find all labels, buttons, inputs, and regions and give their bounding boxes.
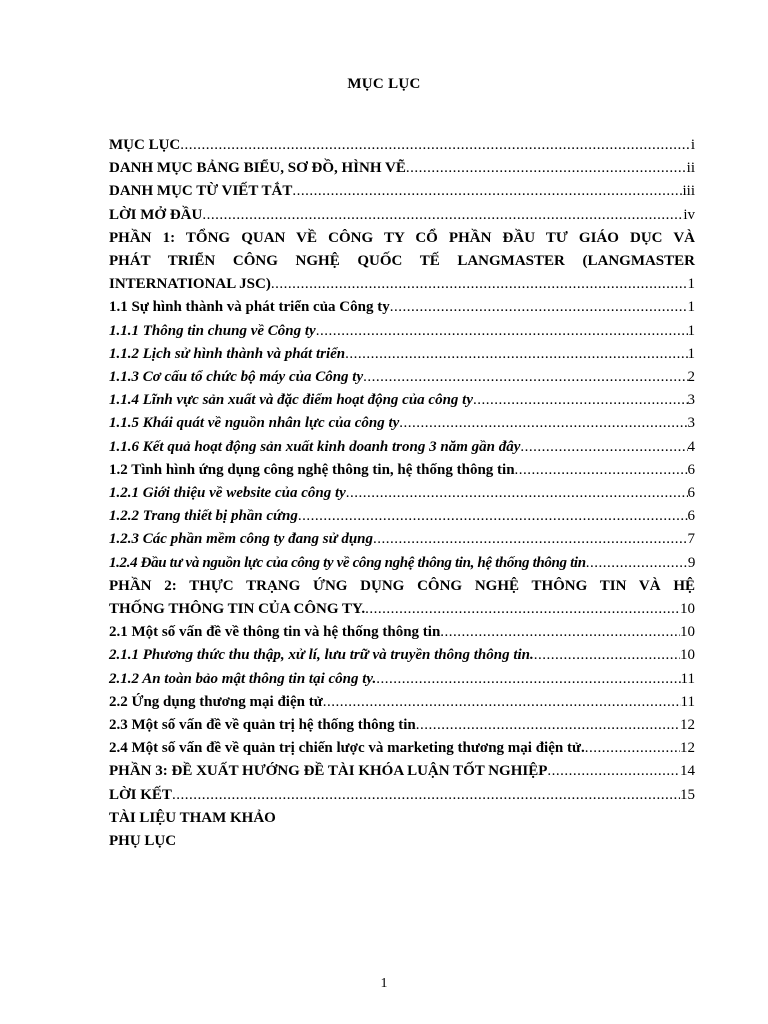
toc-entry[interactable]: TÀI LIỆU THAM KHẢO <box>109 809 276 826</box>
toc-page: 15 <box>680 786 695 803</box>
toc-entry[interactable] <box>109 528 695 551</box>
toc-page: 12 <box>680 717 695 734</box>
toc-label: 1.1.1 Thông tin chung về Công ty <box>109 322 316 339</box>
toc-page: i <box>690 137 695 153</box>
toc-entry[interactable] <box>109 505 695 528</box>
toc-entry[interactable] <box>109 691 695 714</box>
toc-entry[interactable] <box>109 714 695 737</box>
toc-entry[interactable] <box>109 204 695 227</box>
toc-entry[interactable] <box>109 784 695 807</box>
toc-label: 1.1.5 Khái quát về nguồn nhân lực của công ty <box>109 415 400 432</box>
toc-label: 1.1.2 Lịch sử hình thành và phát triển <box>109 345 346 362</box>
toc-page: iv <box>683 206 695 223</box>
toc-leader <box>373 528 687 551</box>
toc-label: DANH MỤC TỪ VIẾT TẮT <box>109 183 293 200</box>
toc-label: 2.1 Một số vấn đề về thông tin và hệ thống thông tin <box>109 624 441 641</box>
toc-page: 1 <box>687 345 695 362</box>
toc-page: 7 <box>687 531 695 548</box>
toc-entry[interactable] <box>109 552 695 575</box>
toc-leader <box>416 714 680 737</box>
toc-leader <box>399 412 687 435</box>
toc-label: INTERNATIONAL JSC) <box>109 276 271 293</box>
toc-page: 6 <box>687 485 695 502</box>
toc-entry[interactable] <box>109 389 695 412</box>
toc-leader <box>406 157 687 180</box>
toc-heading-line: PHÁT TRIỂN CÔNG NGHỆ QUỐC TẾ LANGMASTER (LANGMASTER <box>109 253 695 270</box>
toc-heading-line: PHẦN 2: THỰC TRẠNG ỨNG DỤNG CÔNG NGHỆ THÔNG TIN VÀ HỆ <box>109 577 695 594</box>
toc-page: 2 <box>687 369 695 386</box>
toc-entry[interactable] <box>109 273 695 296</box>
toc-page: 12 <box>680 740 695 757</box>
table-of-contents <box>109 134 695 853</box>
toc-label: 1.1.6 Kết quả hoạt động sản xuất kinh doanh trong 3 năm gần đây <box>109 438 521 455</box>
toc-heading-line: PHẦN 1: TỔNG QUAN VỀ CÔNG TY CỔ PHẦN ĐẦU TƯ GIÁO DỤC VÀ <box>109 229 695 246</box>
toc-entry[interactable] <box>109 366 695 389</box>
toc-leader <box>202 204 683 227</box>
toc-label: 2.3 Một số vấn đề về quản trị hệ thống thông tin <box>109 717 416 734</box>
toc-page: 10 <box>680 624 695 641</box>
toc-label: 1.2.2 Trang thiết bị phần cứng <box>109 508 298 525</box>
toc-leader <box>316 320 688 343</box>
toc-leader <box>473 389 688 412</box>
toc-page: 11 <box>680 693 695 710</box>
toc-entry[interactable] <box>109 760 695 783</box>
toc-entry[interactable] <box>109 134 695 157</box>
toc-leader <box>547 760 680 783</box>
toc-page: 4 <box>687 438 695 455</box>
toc-leader <box>365 598 680 621</box>
toc-label: 2.4 Một số vấn đề về quản trị chiến lược và marketing thương mại điện tử. <box>109 740 585 757</box>
toc-page: 6 <box>687 508 695 525</box>
toc-leader <box>271 273 688 296</box>
toc-entry[interactable] <box>109 180 695 203</box>
toc-leader <box>534 644 680 667</box>
toc-label: LỜI MỞ ĐẦU <box>109 206 203 223</box>
toc-label: 1.2.4 Đầu tư và nguồn lực của công ty về công nghệ thông tin, hệ thống thông tin <box>109 554 586 571</box>
toc-entry[interactable] <box>109 737 695 760</box>
toc-entry[interactable] <box>109 644 695 667</box>
toc-leader <box>390 296 688 319</box>
toc-label: 1.1 Sự hình thành và phát triển của Công ty <box>109 299 390 316</box>
toc-leader <box>515 459 688 482</box>
toc-entry[interactable] <box>109 343 695 366</box>
toc-leader <box>292 180 682 203</box>
page-title: MỤC LỤC <box>347 76 421 92</box>
toc-page: 1 <box>687 322 695 339</box>
toc-entry[interactable] <box>109 157 695 180</box>
toc-entry[interactable]: PHỤ LỤC <box>109 833 177 850</box>
toc-page: 10 <box>680 647 695 664</box>
toc-leader <box>376 668 680 691</box>
toc-leader <box>585 737 680 760</box>
toc-entry[interactable] <box>109 320 695 343</box>
toc-leader <box>298 505 688 528</box>
toc-entry[interactable] <box>109 436 695 459</box>
toc-leader <box>520 436 687 459</box>
toc-label: LỜI KẾT <box>109 786 172 803</box>
toc-leader <box>346 482 688 505</box>
toc-entry[interactable] <box>109 621 695 644</box>
toc-leader <box>363 366 687 389</box>
toc-label: PHẦN 3: ĐỀ XUẤT HƯỚNG ĐỀ TÀI KHÓA LUẬN TỐT NGHIỆP <box>109 763 548 780</box>
toc-page: 3 <box>687 392 695 409</box>
toc-entry[interactable] <box>109 459 695 482</box>
toc-page: 9 <box>687 554 695 571</box>
toc-label: 1.2.3 Các phần mềm công ty đang sử dụng <box>109 531 374 548</box>
toc-label: 1.1.4 Lĩnh vực sản xuất và đặc điểm hoạt động của công ty <box>109 392 473 409</box>
page-number: 1 <box>380 976 388 991</box>
toc-leader <box>345 343 687 366</box>
toc-leader <box>323 691 681 714</box>
toc-label: 1.2 Tình hình ứng dụng công nghệ thông tin, hệ thống thông tin <box>109 461 515 478</box>
toc-page: iii <box>682 183 695 200</box>
toc-page: 11 <box>680 670 695 687</box>
toc-label: 2.1.2 An toàn bảo mật thông tin tại công ty. <box>109 670 377 687</box>
toc-page: ii <box>686 160 695 177</box>
toc-label: DANH MỤC BẢNG BIỂU, SƠ ĐỒ, HÌNH VẼ <box>109 160 406 177</box>
toc-page: 3 <box>687 415 695 432</box>
toc-label: 1.2.1 Giới thiệu về website của công ty <box>109 485 346 502</box>
toc-entry[interactable] <box>109 482 695 505</box>
toc-label: THỐNG THÔNG TIN CỦA CÔNG TY. <box>109 601 366 618</box>
toc-leader <box>180 134 691 157</box>
toc-page: 1 <box>687 299 695 316</box>
toc-leader <box>440 621 680 644</box>
toc-page: 1 <box>687 276 695 293</box>
toc-entry[interactable] <box>109 296 695 319</box>
toc-page: 10 <box>680 601 695 618</box>
toc-page: 14 <box>680 763 695 780</box>
toc-label: 2.1.1 Phương thức thu thập, xử lí, lưu trữ và truyền thông thông tin. <box>109 647 534 664</box>
toc-entry[interactable] <box>109 598 695 621</box>
toc-label: 1.1.3 Cơ cấu tổ chức bộ máy của Công ty <box>109 369 364 386</box>
toc-entry[interactable] <box>109 668 695 691</box>
toc-page: 6 <box>687 461 695 478</box>
toc-leader <box>172 784 680 807</box>
toc-entry[interactable] <box>109 412 695 435</box>
toc-leader <box>586 552 688 575</box>
toc-label: 2.2 Ứng dụng thương mại điện tử <box>109 693 323 710</box>
toc-label: MỤC LỤC <box>109 137 181 153</box>
